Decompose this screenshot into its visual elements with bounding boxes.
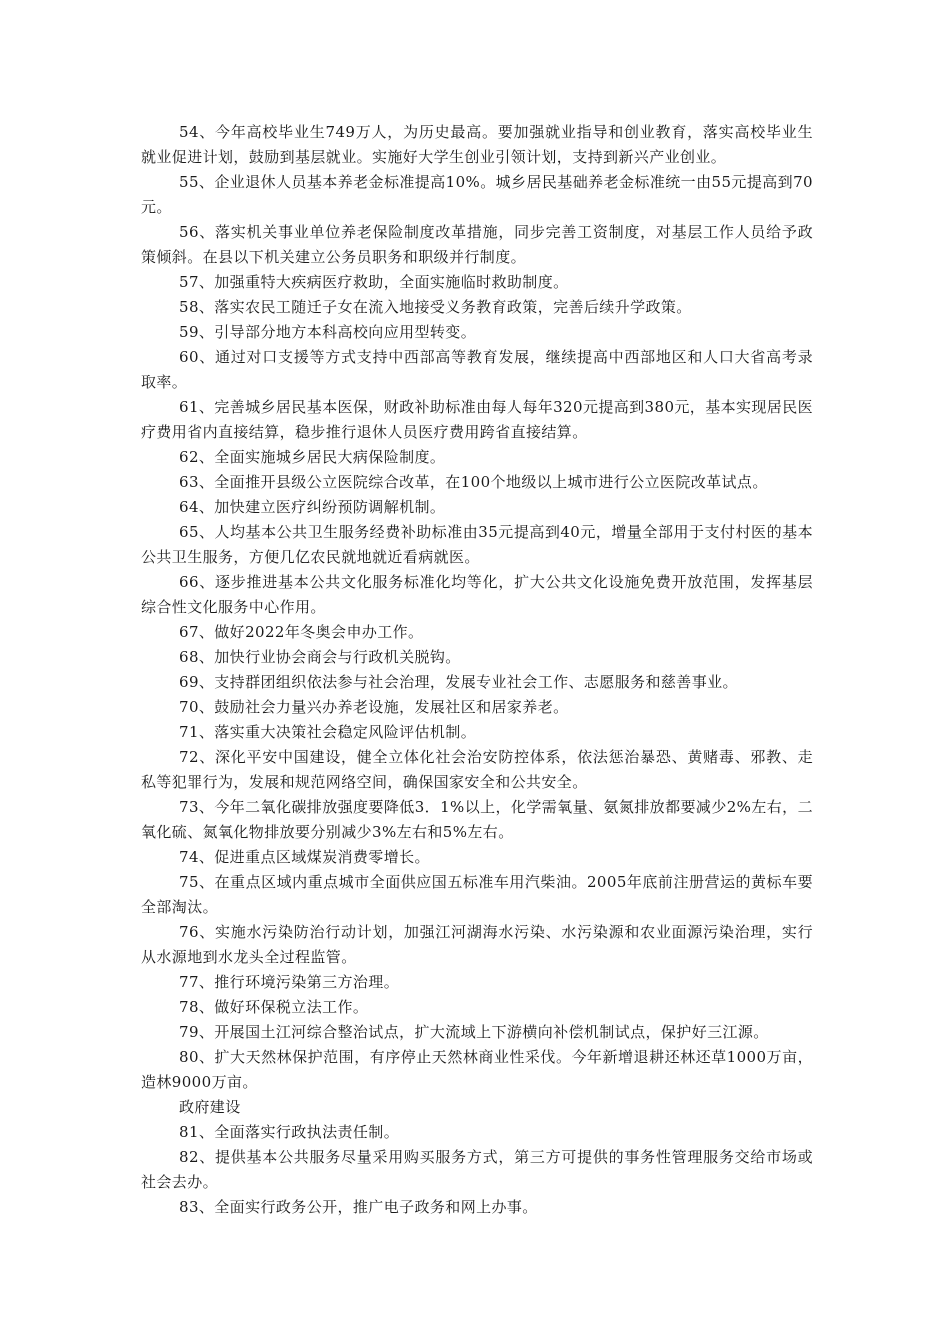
paragraph-59: 59、引导部分地方本科高校向应用型转变。 bbox=[179, 323, 477, 341]
section-heading-government: 政府建设 bbox=[179, 1098, 241, 1116]
paragraph-64: 64、加快建立医疗纠纷预防调解机制。 bbox=[179, 498, 446, 516]
paragraph-81: 81、全面落实行政执法责任制。 bbox=[179, 1123, 400, 1141]
paragraph-56: 56、落实机关事业单位养老保险制度改革措施，同步完善工资制度，对基层工作人员给予政策倾斜。在县以下机关建立公务员职务和职级并行制度。 bbox=[141, 223, 813, 266]
paragraph-80: 80、扩大天然林保护范围，有序停止天然林商业性采伐。今年新增退耕还林还草1000万亩，造林9000万亩。 bbox=[141, 1048, 813, 1091]
paragraph-62: 62、全面实施城乡居民大病保险制度。 bbox=[179, 448, 446, 466]
paragraph-77: 77、推行环境污染第三方治理。 bbox=[179, 973, 400, 991]
paragraph-67: 67、做好2022年冬奥会申办工作。 bbox=[179, 623, 424, 641]
paragraph-70: 70、鼓励社会力量兴办养老设施，发展社区和居家养老。 bbox=[179, 698, 569, 716]
paragraph-66: 66、逐步推进基本公共文化服务标准化均等化，扩大公共文化设施免费开放范围，发挥基层综合性文化服务中心作用。 bbox=[141, 573, 813, 616]
paragraph-65: 65、人均基本公共卫生服务经费补助标准由35元提高到40元，增量全部用于支付村医的基本公共卫生服务，方便几亿农民就地就近看病就医。 bbox=[141, 523, 813, 566]
paragraph-79: 79、开展国土江河综合整治试点，扩大流域上下游横向补偿机制试点，保护好三江源。 bbox=[179, 1023, 769, 1041]
paragraph-83: 83、全面实行政务公开，推广电子政务和网上办事。 bbox=[179, 1198, 538, 1216]
paragraph-57: 57、加强重特大疾病医疗救助，全面实施临时救助制度。 bbox=[179, 273, 569, 291]
paragraph-72: 72、深化平安中国建设，健全立体化社会治安防控体系，依法惩治暴恐、黄赌毒、邪教、走私等犯罪行为，发展和规范网络空间，确保国家安全和公共安全。 bbox=[141, 748, 813, 791]
paragraph-68: 68、加快行业协会商会与行政机关脱钩。 bbox=[179, 648, 461, 666]
paragraph-55: 55、企业退休人员基本养老金标准提高10%。城乡居民基础养老金标准统一由55元提高到70元。 bbox=[141, 173, 813, 216]
paragraph-74: 74、促进重点区域煤炭消费零增长。 bbox=[179, 848, 430, 866]
paragraph-71: 71、落实重大决策社会稳定风险评估机制。 bbox=[179, 723, 477, 741]
paragraph-73: 73、今年二氧化碳排放强度要降低3．1%以上，化学需氧量、氨氮排放都要减少2%左右，二氧化硫、氮氧化物排放要分别减少3%左右和5%左右。 bbox=[141, 798, 813, 841]
paragraph-82: 82、提供基本公共服务尽量采用购买服务方式，第三方可提供的事务性管理服务交给市场或社会去办。 bbox=[141, 1148, 813, 1191]
paragraph-76: 76、实施水污染防治行动计划，加强江河湖海水污染、水污染源和农业面源污染治理，实行从水源地到水龙头全过程监管。 bbox=[141, 923, 813, 966]
paragraph-78: 78、做好环保税立法工作。 bbox=[179, 998, 369, 1016]
paragraph-63: 63、全面推开县级公立医院综合改革，在100个地级以上城市进行公立医院改革试点。 bbox=[179, 473, 768, 491]
paragraph-60: 60、通过对口支援等方式支持中西部高等教育发展，继续提高中西部地区和人口大省高考录取率。 bbox=[141, 348, 813, 391]
paragraph-61: 61、完善城乡居民基本医保，财政补助标准由每人每年320元提高到380元，基本实现居民医疗费用省内直接结算，稳步推行退休人员医疗费用跨省直接结算。 bbox=[141, 398, 813, 441]
paragraph-69: 69、支持群团组织依法参与社会治理，发展专业社会工作、志愿服务和慈善事业。 bbox=[179, 673, 738, 691]
document-body bbox=[141, 120, 813, 1220]
paragraph-75: 75、在重点区域内重点城市全面供应国五标准车用汽柴油。2005年底前注册营运的黄标车要全部淘汰。 bbox=[141, 873, 813, 916]
paragraph-58: 58、落实农民工随迁子女在流入地接受义务教育政策，完善后续升学政策。 bbox=[179, 298, 692, 316]
paragraph-54: 54、今年高校毕业生749万人，为历史最高。要加强就业指导和创业教育，落实高校毕业生就业促进计划，鼓励到基层就业。实施好大学生创业引领计划，支持到新兴产业创业。 bbox=[141, 123, 813, 166]
